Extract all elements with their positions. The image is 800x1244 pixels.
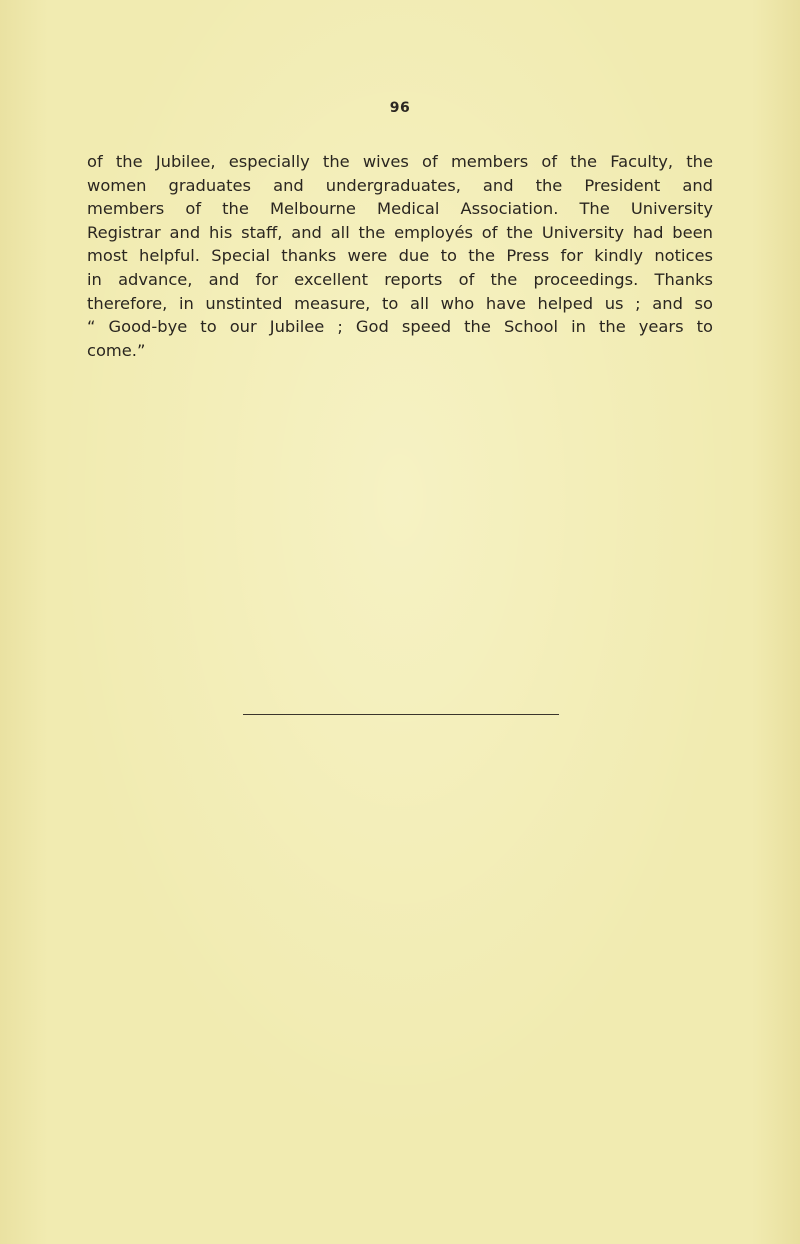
body-paragraph	[87, 150, 713, 362]
text-line: in advance, and for excellent reports of the proceedings. Thanks	[87, 269, 713, 289]
text-line: members of the Melbourne Medical Association. The University	[87, 199, 713, 219]
page-number: 96	[389, 100, 411, 116]
text-line: most helpful. Special thanks were due to the Press for kindly notices	[87, 246, 713, 266]
text-line: of the Jubilee, especially the wives of members of the Faculty, the	[87, 152, 713, 171]
text-line: therefore, in unstinted measure, to all who have helped us ; and so	[87, 293, 713, 313]
text-line: Registrar and his staff, and all the employés of the University had been	[87, 222, 713, 242]
text-line: come.”	[87, 340, 146, 360]
section-divider-rule	[243, 714, 559, 715]
text-line: women graduates and undergraduates, and the President and	[87, 175, 713, 195]
text-line: “ Good-bye to our Jubilee ; God speed the School in the years to	[87, 317, 713, 337]
